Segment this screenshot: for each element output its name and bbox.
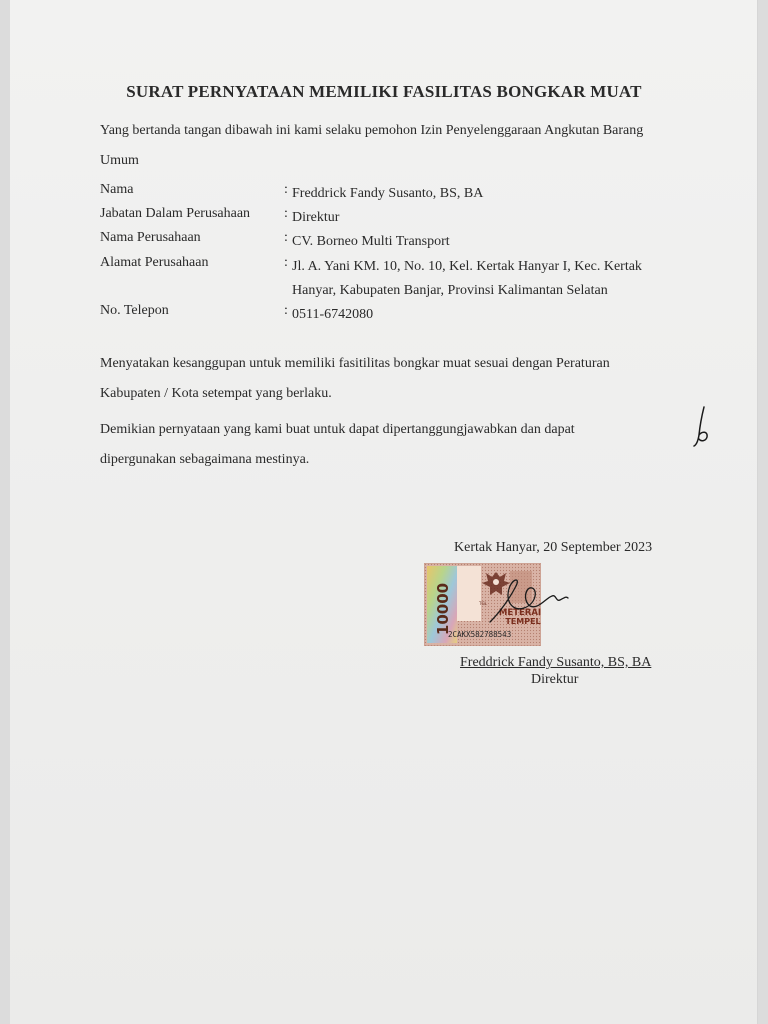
- handwritten-signature-icon: [486, 576, 570, 626]
- field-label: Nama Perusahaan: [100, 230, 201, 245]
- document-title: SURAT PERNYATAAN MEMILIKI FASILITAS BONGKAR MUAT: [126, 82, 642, 101]
- initial-mark-icon: [688, 405, 718, 447]
- field-value: Freddrick Fandy Susanto, BS, BA: [292, 186, 484, 201]
- field-colon: :: [284, 230, 288, 245]
- field-value: CV. Borneo Multi Transport: [292, 234, 450, 249]
- field-label: Alamat Perusahaan: [100, 255, 209, 270]
- field-colon: :: [284, 206, 288, 221]
- field-value: 0511-6742080: [292, 307, 374, 322]
- svg-text:TGL: TGL: [479, 601, 487, 606]
- field-label: No. Telepon: [100, 303, 169, 318]
- field-colon: :: [284, 303, 288, 318]
- stamp-serial: 2CAKX582788543: [448, 630, 512, 639]
- field-colon: :: [284, 255, 288, 270]
- field-value: Jl. A. Yani KM. 10, No. 10, Kel. Kertak Hanyar I, Kec. Kertak Hanyar, Kabupaten Banjar, Provinsi Kalimantan Selatan: [292, 259, 642, 298]
- signatory-name: Freddrick Fandy Susanto, BS, BA: [460, 655, 652, 670]
- signatory-title: Direktur: [531, 672, 579, 687]
- field-value: Direktur: [292, 210, 340, 225]
- statement-paragraph-2: Demikian pernyataan yang kami buat untuk dapat dipertanggungjawabkan dan dapat dipergunakan sebagaimana mestinya.: [100, 422, 575, 467]
- place-date: Kertak Hanyar, 20 September 2023: [454, 540, 653, 555]
- field-label: Nama: [100, 182, 134, 197]
- field-label: Jabatan Dalam Perusahaan: [100, 206, 251, 221]
- intro-paragraph: Yang bertanda tangan dibawah ini kami selaku pemohon Izin Penyelenggaraan Angkutan Barang Umum: [100, 123, 644, 168]
- field-colon: :: [284, 182, 288, 197]
- stamp-denomination: 10000: [434, 582, 452, 636]
- stamp-label-1: METERAI: [498, 608, 541, 618]
- statement-paragraph-1: Menyatakan kesanggupan untuk memiliki fasitilitas bongkar muat sesuai dengan Peraturan Kabupaten / Kota setempat yang berlaku.: [100, 356, 610, 401]
- stamp-label-2: TEMPEL: [505, 617, 541, 626]
